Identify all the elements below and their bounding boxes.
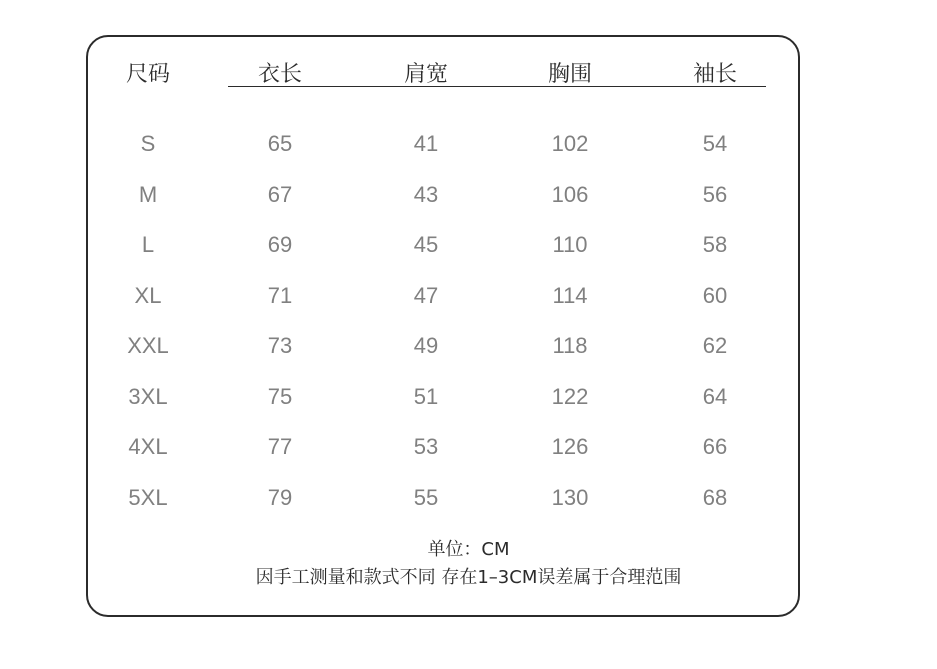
cell-length: 67 [267, 181, 293, 207]
cell-size: L [141, 232, 155, 257]
cell-size: M [138, 181, 158, 207]
cell-length: 65 [267, 131, 293, 156]
cell-size: XL [134, 282, 162, 308]
cell-size: S [140, 131, 156, 156]
cell-chest: 110 [552, 232, 588, 257]
cell-chest: 114 [552, 282, 588, 308]
header-shoulder: 肩宽 [403, 62, 449, 87]
cell-sleeve: 56 [702, 181, 728, 207]
cell-length: 79 [267, 484, 293, 510]
cell-sleeve: 68 [702, 484, 728, 510]
cell-chest: 118 [552, 333, 588, 358]
disclaimer-note: 因手工测量和款式不同 存在1–3CM误差属于合理范围 [255, 567, 682, 588]
cell-chest: 130 [551, 484, 589, 510]
cell-size: 3XL [128, 383, 168, 409]
cell-sleeve: 66 [702, 434, 728, 459]
cell-shoulder: 41 [413, 131, 439, 156]
cell-size: XXL [127, 333, 169, 358]
header-chest: 胸围 [547, 62, 593, 87]
unit-note: 单位：CM [427, 539, 510, 560]
cell-shoulder: 55 [413, 484, 439, 510]
header-underline [228, 86, 766, 87]
cell-sleeve: 62 [702, 333, 728, 358]
cell-length: 71 [267, 282, 293, 308]
cell-length: 77 [267, 434, 293, 459]
cell-shoulder: 43 [413, 181, 439, 207]
cell-shoulder: 53 [413, 434, 439, 459]
size-chart-card [86, 35, 800, 617]
header-length: 衣长 [257, 62, 303, 87]
cell-shoulder: 51 [413, 383, 439, 409]
cell-shoulder: 45 [413, 232, 439, 257]
cell-sleeve: 60 [702, 282, 728, 308]
cell-chest: 122 [551, 383, 589, 409]
cell-chest: 106 [551, 181, 589, 207]
cell-chest: 126 [551, 434, 589, 459]
cell-length: 73 [267, 333, 293, 358]
cell-size: 5XL [128, 484, 168, 510]
cell-shoulder: 49 [413, 333, 439, 358]
cell-length: 75 [267, 383, 293, 409]
cell-shoulder: 47 [413, 282, 439, 308]
cell-length: 69 [267, 232, 293, 257]
cell-chest: 102 [551, 131, 589, 156]
header-size: 尺码 [125, 62, 171, 87]
cell-sleeve: 54 [702, 131, 728, 156]
header-sleeve: 袖长 [692, 62, 738, 87]
cell-size: 4XL [128, 434, 168, 459]
cell-sleeve: 64 [702, 383, 728, 409]
cell-sleeve: 58 [702, 232, 728, 257]
